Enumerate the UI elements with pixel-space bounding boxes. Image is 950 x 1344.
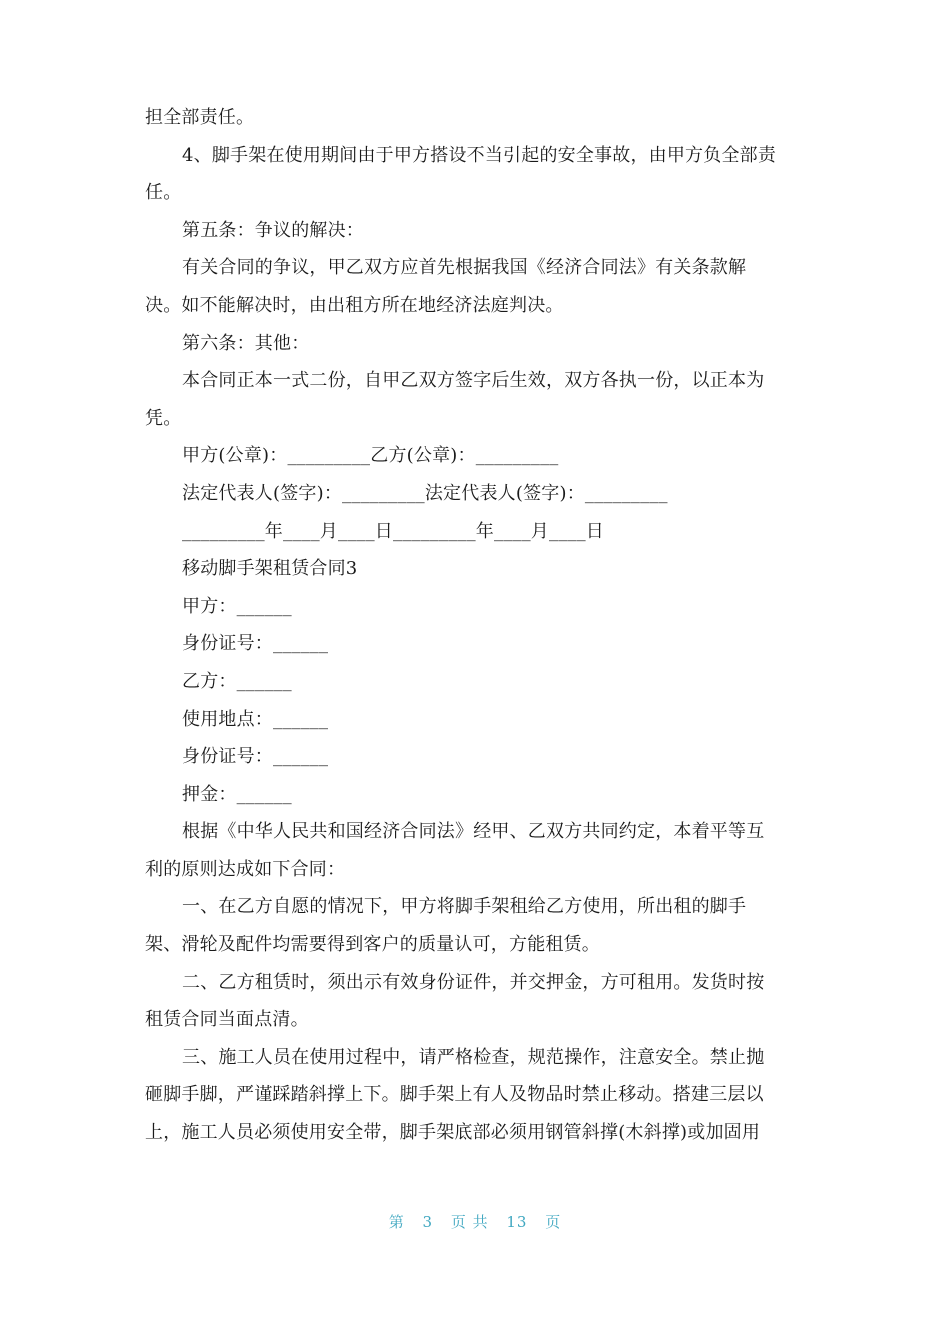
text-line: 乙方：______ <box>182 670 292 692</box>
footer-end-label: 页 <box>545 1213 562 1231</box>
text-line: 4、脚手架在使用期间由于甲方搭设不当引起的安全事故，由甲方负全部责 <box>182 144 777 166</box>
text-line: 砸脚手脚，严谨踩踏斜撑上下。脚手架上有人及物品时禁止移动。搭建三层以 <box>145 1084 764 1106</box>
text-line: 本合同正本一式二份，自甲乙双方签字后生效，双方各执一份，以正本为 <box>182 370 765 392</box>
text-line: 法定代表人(签字)：_________法定代表人(签字)：_________ <box>182 482 668 504</box>
text-line: 移动脚手架租赁合同3 <box>182 558 358 580</box>
text-line: 任。 <box>145 182 182 204</box>
text-line: 租赁合同当面点清。 <box>145 1009 309 1031</box>
document-body <box>145 99 805 1152</box>
page-footer <box>0 1211 950 1232</box>
text-line: 甲方：______ <box>182 595 292 617</box>
text-line: 使用地点：______ <box>182 708 329 730</box>
text-line: 第五条：争议的解决： <box>182 219 364 241</box>
text-line: 第六条：其他： <box>182 332 310 354</box>
text-line: 架、滑轮及配件均需要得到客户的质量认可，方能租赁。 <box>145 934 600 956</box>
text-line: 决。如不能解决时，由出租方所在地经济法庭判决。 <box>145 294 564 316</box>
text-line: 身份证号：______ <box>182 746 329 768</box>
text-line: 二、乙方租赁时，须出示有效身份证件，并交押金，方可租用。发货时按 <box>182 971 765 993</box>
footer-current-page: 3 <box>422 1213 434 1231</box>
text-line: 上，施工人员必须使用安全带，脚手架底部必须用钢管斜撑(木斜撑)或加固用 <box>145 1122 761 1144</box>
text-line: 根据《中华人民共和国经济合同法》经甲、乙双方共同约定，本着平等互 <box>182 821 765 843</box>
text-line: 担全部责任。 <box>145 107 255 128</box>
text-line: 一、在乙方自愿的情况下，甲方将脚手架租给乙方使用，所出租的脚手 <box>182 896 747 918</box>
text-line: 身份证号：______ <box>182 633 329 655</box>
text-line: 三、施工人员在使用过程中，请严格检查，规范操作，注意安全。禁止抛 <box>182 1046 765 1068</box>
text-line: 凭。 <box>145 407 182 429</box>
text-line: 押金：______ <box>182 783 292 805</box>
footer-page-label: 第 <box>388 1213 405 1231</box>
text-line: 有关合同的争议，甲乙双方应首先根据我国《经济合同法》有关条款解 <box>182 257 747 279</box>
text-line: 利的原则达成如下合同： <box>145 858 346 880</box>
text-line: 甲方(公章)：_________乙方(公章)：_________ <box>182 445 559 467</box>
footer-total-label: 页 共 <box>450 1213 489 1231</box>
text-line: _________年____月____日_________年____月____日 <box>182 520 604 542</box>
footer-total-pages: 13 <box>506 1213 528 1231</box>
